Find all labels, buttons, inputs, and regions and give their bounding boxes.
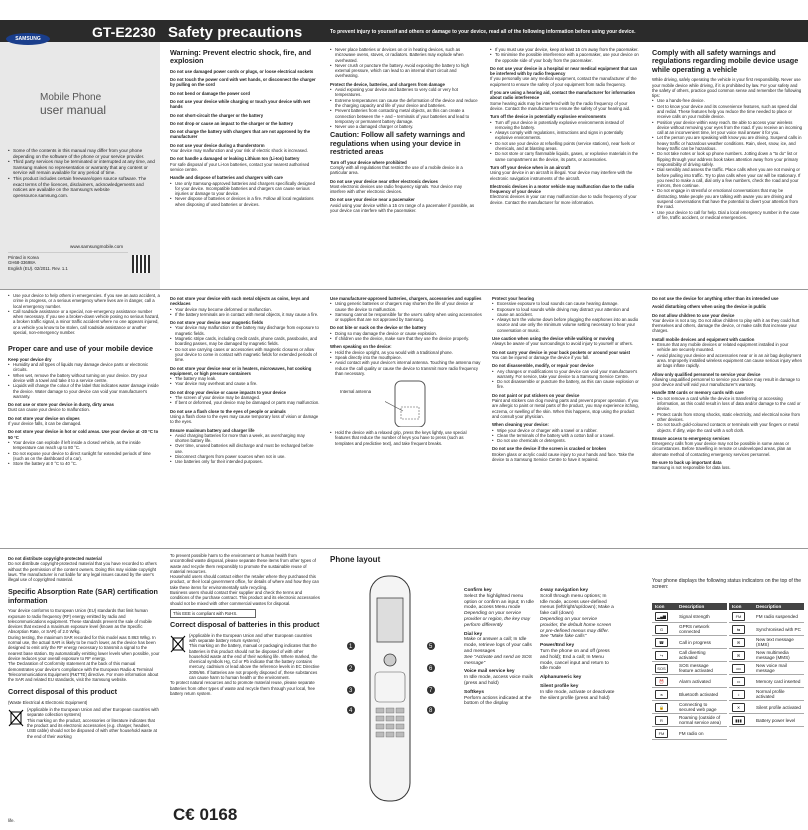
- antenna-illustration: [330, 379, 482, 427]
- callout-7: 7: [429, 688, 433, 694]
- rohs-statement: This EEE is compliant with RoHS.: [170, 609, 256, 618]
- rule-heading: Do not store your device near or in heaters, microwaves, hot cooking equipment, or high pressure containers: [170, 365, 312, 376]
- rule-heading: Avoid disturbing others when using the device in public: [652, 304, 767, 310]
- rule-text: (Applicable in the European Union and other European countries with separate collection systems): [27, 707, 159, 718]
- rule-heading: Do not paint or put stickers on your device: [492, 392, 580, 398]
- callout-2: 2: [349, 666, 353, 672]
- key-name: Alphanumeric key: [540, 675, 582, 681]
- rule-bullet: • Never crush or puncture the battery. Avoid exposing the battery to high external pressure, which can lead to an internal short circuit and overheating.: [330, 63, 478, 79]
- rule-bullet: • The screen of your device may be damaged.: [170, 395, 320, 400]
- rule-bullet: • Dial sensibly and assess the traffic. Place calls when you are not moving or before pulling into traffic. Try to plan calls when your car will be stationary. If you need to make a call, dial only a few numbers, check the road and your mirrors, then continue.: [652, 167, 802, 188]
- rule-heading: Do not use damaged power cords or plugs, or loose electrical sockets: [170, 68, 314, 74]
- rule-text: Business users should contact their supplier and check the terms and conditions of the purchase contract. This product and its electronic accessories should not be mixed with other commercial wastes for disposal.: [170, 590, 320, 606]
- safety-warning-banner: To prevent injury to yourself and others or damage to your device, read all of the following information before using your device.: [330, 29, 636, 35]
- rule-text: Avoid using your device within a 15 cm range of a pacemaker if possible, as your device can interfere with the pacemaker.: [330, 202, 475, 214]
- cover-notes: [8, 148, 156, 238]
- rule-bullet: • Never use a damaged charger or battery.: [330, 124, 478, 129]
- ce-number: 0168: [199, 805, 238, 824]
- table-row: ✉ New multimedia message (MMS): [729, 649, 804, 662]
- rule-bullet: • Do not take notes or look up phone numbers. Jotting down a "to do" list or flipping through your address book takes attention away from your primary responsibility of driving safely.: [652, 151, 802, 167]
- website-link[interactable]: www.samsungmobile.com: [70, 244, 124, 249]
- antenna-label: Internal antenna: [340, 389, 372, 395]
- col-description: Description: [676, 603, 727, 610]
- rule-heading: Do not use or store your device in dusty, dirty areas: [8, 402, 114, 408]
- callout-1: 1: [349, 644, 353, 650]
- key-desc: Turn the phone on and off (press and hold); End a call; In Menu mode, cancel input and return to Idle mode: [540, 648, 610, 672]
- rule-heading: Electronic devices in a motor vehicle may malfunction due to the radio frequency of your device: [490, 183, 635, 195]
- rule-heading: Do not disassemble, modify, or repair your device: [492, 363, 594, 369]
- rule-heading: Do not use your device while charging or touch your device with wet hands: [170, 99, 311, 110]
- qr-code: [132, 255, 150, 273]
- rule-text: If your device falls, it can be damaged.: [8, 421, 82, 427]
- callout-3: 3: [349, 688, 353, 694]
- key-descriptions-left: [464, 585, 534, 805]
- rule-bullet: • Speak directly into the mouthpiece.: [330, 355, 482, 360]
- rule-heading: Handle SIM cards or memory cards with care: [652, 390, 744, 396]
- table-row: ♪ Normal profile activated: [729, 688, 804, 701]
- rule-bullet: • Do not use your device at refuelling points (service stations), near fuels or chemicals, and at blasting areas.: [490, 141, 640, 152]
- rule-bullet: • Wipe your device or charger with a towel or a rubber.: [492, 428, 640, 433]
- mms-icon: ✉: [732, 651, 745, 660]
- row2-col3: [492, 293, 640, 545]
- print-info: [8, 255, 108, 275]
- rule-heading: Do not carry your device in your back pockets or around your waist: [492, 349, 631, 355]
- rule-bullet: • Store the battery at 0 °C to 40 °C.: [8, 461, 160, 466]
- row3-col0: [8, 553, 160, 825]
- rule-text: While driving, safely operating the vehicle is your first responsibility. Never use your mobile device while driving, if it is prohibited by law. For your safety and the safety of others, practice good common sense and remember the following tips:: [652, 77, 802, 99]
- rule-bullet: • Always comply with regulations, instructions and signs in potentially explosive environments.: [490, 130, 640, 141]
- section-heading: Warning: Prevent electric shock, fire, and explosion: [170, 48, 312, 66]
- rule-bullet: • Call roadside assistance or a special, non-emergency assistance number when necessary. If you see a broken-down vehicle posing no serious hazard, a broken traffic signal, a minor traffic accident where no one appears injured, or a vehicle you know to be stolen, call roadside assistance or another special, non-emergency number.: [8, 309, 160, 335]
- key-note: Depending on your service provider or region, the key may perform differently: [464, 611, 531, 628]
- rule-bullet: • Do not disassemble or puncture the battery, as this can cause explosion or fire.: [492, 379, 640, 390]
- table-row: ✉ New text message (SMS): [729, 636, 804, 649]
- rule-bullet: • When wet, remove the battery without turning on your device. Dry your device with a towel and take it to a service centre.: [8, 373, 160, 384]
- memory-card-icon: ▭: [732, 677, 745, 686]
- rule-bullet: • Liquids will change the colour of the label that indicates water damage inside the device. Water damage to your device can void your manufacturer's warranty.: [8, 383, 160, 399]
- rule-bullet: • Extreme temperatures can cause the deformation of the device and reduce the charging capacity and life of your device and batteries.: [330, 98, 478, 109]
- rule-bullet: • Avoid charging batteries for more than a week, as overcharging may shorten battery life.: [170, 433, 320, 444]
- rule-bullet: • Do not remove a card while the device is transferring or accessing information, as this could result in loss of data and/or damage to the card or device.: [652, 396, 802, 412]
- rule-text: Always be aware of your surroundings to avoid injury to yourself or others.: [492, 341, 633, 347]
- rule-heading: Handle and dispose of batteries and chargers with care: [170, 175, 283, 181]
- rule-heading: Do not store your device on slopes: [8, 415, 80, 421]
- battery-disposal-block: [170, 633, 320, 681]
- rule-bullet: • Doing so may damage the device or cause explosion.: [330, 331, 482, 336]
- section-heading: Specific Absorption Rate (SAR) certification information: [8, 587, 158, 605]
- rule-text: Samsung is not responsible for data loss.: [652, 465, 731, 471]
- rule-heading: Do not drop your device or cause impacts to your device: [170, 389, 287, 395]
- cover-title-2: user manual: [40, 103, 107, 117]
- row-divider: [0, 289, 808, 290]
- rule-bullet: • If children use the device, make sure that they use the device properly.: [330, 336, 482, 341]
- rule-heading: Do not bend or damage the power cord: [170, 90, 250, 96]
- phone-illustration: [335, 568, 445, 808]
- rule-text: Using your device in an aircraft is illegal. Your device may interfere with the electronic navigation instruments of the aircraft.: [490, 170, 633, 181]
- call-icon: ☎: [655, 638, 668, 647]
- callout-6: 6: [429, 666, 433, 672]
- ce-mark: C€ 0168: [173, 805, 238, 824]
- phone-layout-title: Phone layout: [330, 555, 381, 564]
- rule-bullet: • Over time, unused batteries will discharge and must be recharged before use.: [170, 443, 320, 454]
- rule-text: The Declaration of Conformity statement at the back of this manual demonstrates your device's compliance with the European Radio & Terminal Telecommunications Equipment (R&TTE) directive. For more information about the SAR and related EU standards, visit the Samsung website.: [8, 661, 159, 683]
- rule-text: For safe disposal of your Li-Ion batteries, contact your nearest authorised service centre.: [170, 161, 310, 172]
- section-heading: Caution: Follow all safety warnings and regulations when using your device in restricted areas: [330, 130, 465, 157]
- weee-block: [8, 707, 160, 739]
- alarm-icon: ⏰: [655, 677, 668, 686]
- section-heading: Correct disposal of this product: [8, 687, 118, 697]
- rule-bullet: • Use a hands-free device.: [652, 98, 802, 103]
- icons-intro: Your phone displays the following status indicators on the top of the screen:: [652, 578, 802, 590]
- rule-bullet: • If you must use your device, keep at least 15 cm away from the pacemaker.: [490, 47, 640, 52]
- key-desc: Perform actions indicated at the bottom of the display: [464, 695, 532, 707]
- rule-text: Your device may malfunction and your risk of electric shock is increased.: [170, 148, 308, 154]
- callout-5: 5: [429, 644, 433, 650]
- col-description: Description: [753, 603, 804, 610]
- callout-4: 4: [349, 708, 353, 714]
- rule-heading: Turn off the device in potentially explosive environments: [490, 114, 606, 120]
- key-name: Voice mail service key: [464, 669, 515, 675]
- rule-text: This marking on the product, accessories or literature indicates that the product and its electronic accessories (e.g. charger, headset, USB cable) should not be disposed of with other household waste at the end of their working: [27, 717, 157, 739]
- rule-heading: Be sure to back up important data: [652, 460, 722, 466]
- rule-heading: Do not drop or cause an impact to the charger or the battery: [170, 120, 293, 126]
- rule-bullet: • Avoid placing your device and accessories near or in an air bag deployment area. Improperly installed wireless equipment can cause serious injury when air bags inflate rapidly.: [652, 353, 802, 369]
- rule-bullet: • Always turn the volume down before plugging the earphones into an audio source and use only the minimum volume setting necessary to hear your conversation or music.: [492, 317, 640, 333]
- row-divider: [0, 548, 808, 549]
- rule-bullet: • The battery may leak.: [170, 376, 320, 381]
- rule-bullet: • Your device may overheat and cause a fire.: [170, 381, 320, 386]
- key-name: Softkeys: [464, 689, 484, 695]
- rule-heading: Do not touch the power cord with wet hands, or disconnect the charger by pulling on the cord: [170, 77, 316, 88]
- key-desc: Select the highlighted menu option or confirm an input; In Idle mode, access Menu mode: [464, 593, 534, 611]
- divider: [8, 252, 128, 253]
- rule-bullet: • Exposure to loud sounds while driving may distract your attention and cause an accident.: [492, 307, 640, 318]
- sos-icon: SOS: [655, 664, 668, 673]
- rule-bullet: • Do not use carrying cases or accessories with magnetic closures or allow your device to come in contact with magnetic fields for extended periods of time.: [170, 347, 320, 363]
- col1-electric: [170, 47, 318, 290]
- gprs-icon: G: [655, 625, 668, 634]
- rule-bullet: • Do not touch gold-coloured contacts or terminals with your fingers or metal objects. If dirty, wipe the card with a soft cloth.: [652, 422, 802, 433]
- key-desc: Scroll through menu options; In Idle mode, access user-defined menus (left/right/up/down); Make a fake call (down): [540, 593, 614, 617]
- table-row: R Roaming (outside of normal service area): [652, 714, 727, 727]
- rule-bullet: • Never place batteries or devices on or in heating devices, such as microwave ovens, stoves, or radiators. Batteries may explode when overheated.: [330, 47, 478, 63]
- rule-heading: When cleaning your device:: [492, 422, 549, 428]
- table-row: FM FM radio on: [652, 727, 727, 740]
- normal-profile-icon: ♪: [732, 690, 745, 699]
- rule-text: (Applicable in the European Union and other European countries with separate battery return systems): [189, 632, 313, 643]
- bluetooth-icon: ʙ: [655, 690, 668, 699]
- rule-bullet: • Turn off your device in potentially explosive environments instead of removing the battery.: [490, 120, 640, 131]
- print-edition: English (EU). 02/2011. Rev. 1.1: [8, 265, 68, 271]
- print-location: Printed in Korea: [8, 255, 39, 260]
- rule-text: Do not distribute copyright-protected material that you have recorded to others without the permission of the content owners. Doing this may violate copyright laws. The manufacturer is not liable for any legal issues caused by the user's illegal use of copyrighted material.: [8, 561, 157, 583]
- rule-text: Paint and stickers can clog moving parts and prevent proper operation. If you are allergic to paint or metal parts of the product, you may experience itching, eczema, or swelling of the skin. When this happens, stop using the product and consult your physician.: [492, 398, 639, 419]
- rule-bullet: • Excessive exposure to loud sounds can cause hearing damage.: [492, 301, 640, 306]
- rule-bullet: • Using generic batteries or chargers may shorten the life of your device or cause the device to malfunction.: [330, 301, 482, 312]
- rule-heading: Do not store your device near magnetic fields: [170, 320, 264, 326]
- rule-bullet: • Do not engage in stressful or emotional conversations that may be distracting. Make people you are talking with aware you are driving and suspend conversations that have the potential to divert your attention from the road.: [652, 188, 802, 209]
- key-desc: Make or answer a call; In Idle mode, retrieve logs of your calls and messages: [464, 637, 532, 654]
- key-note: See "Activate and send an SOS message": [464, 654, 532, 666]
- col-icon: Icon: [729, 603, 753, 610]
- rule-bullet: • Let the person you are speaking with know you are driving. Suspend calls in heavy traffic or hazardous weather conditions. Rain, sleet, snow, ice, and heavy traffic can be hazardous.: [652, 135, 802, 151]
- rule-heading: Do not use the device for anything other than its intended use: [652, 296, 779, 301]
- rule-bullet: • Avoid exposing your device and batteries to very cold or very hot temperatures.: [330, 87, 478, 98]
- rule-heading: Do not distribute copyright-protected material: [8, 556, 102, 561]
- phone-back-illustration: [385, 379, 445, 427]
- cover-note: • Some of the contents in this manual may differ from your phone depending on the software of the phone or your service provider.: [8, 148, 156, 159]
- rule-text: This marking on the battery, manual or packaging indicates that the batteries in this product should not be disposed of with other household waste at the end of their working life. Where marked, the chemical symbols Hg, Cd or Pb indicate that the battery contains mercury, cadmium or lead above the reference levels in EC Directive 2006/66. If batteries are not properly disposed of, these substances can cause harm to human health or the environment.: [189, 643, 320, 681]
- key-name: Silent profile key: [540, 683, 579, 689]
- fm-radio-icon: FM: [655, 729, 668, 738]
- section-heading: Proper care and use of your mobile device: [8, 344, 153, 354]
- lock-icon: 🔒: [655, 703, 668, 712]
- rule-heading: Do not store your device in hot or cold areas. Use your device at -20 °C to 50 °C: [8, 429, 159, 440]
- table-row: ⏰ Alarm activated: [652, 675, 727, 688]
- rule-heading: Allow only qualified personnel to service your device: [652, 371, 761, 377]
- table-row: G GPRS network connected: [652, 623, 727, 636]
- rule-heading: Do not store your device with such metal objects as coins, keys and necklaces: [170, 296, 310, 307]
- section-heading: Correct disposal of batteries in this product: [170, 620, 320, 630]
- rule-heading: Protect the device, batteries, and chargers from damage: [330, 81, 445, 87]
- silent-profile-icon: ✕: [732, 703, 745, 712]
- table-row: ✕ Silent profile activated: [729, 701, 804, 714]
- print-code: GH68-33698A: [8, 260, 36, 266]
- rule-bullet: • Do not expose your device to direct sunlight for extended periods of time (such as on the dashboard of a car).: [8, 451, 160, 462]
- key-descriptions-right: [540, 585, 615, 805]
- cover-title-1: Mobile Phone: [40, 92, 102, 103]
- callout-8: 8: [429, 708, 433, 714]
- rule-heading: Do not use a flash close to the eyes of people or animals: [170, 408, 286, 414]
- rule-heading: Ensure access to emergency services: [652, 435, 730, 441]
- rule-bullet: • Humidity and all types of liquids may damage device parts or electronic circuits.: [8, 362, 160, 373]
- cover-note: • Third party services may be terminated or interrupted at any time, and Samsung makes no representation or warranty that any content or service will remain available for any period of time.: [8, 159, 156, 176]
- rule-text: Dust can cause your device to malfunction.: [8, 407, 90, 413]
- rule-heading: Protect your hearing: [492, 296, 535, 301]
- rule-heading: Do not short-circuit the charger or the battery: [170, 112, 264, 118]
- rule-text: Allowing unqualified personnel to service your device may result in damage to your device and will void your manufacturer's warranty.: [652, 376, 800, 388]
- table-row: ▮▮▮ Battery power level: [729, 714, 804, 727]
- rule-bullet: • Clean the terminals of the battery with a cotton ball or a towel.: [492, 433, 640, 438]
- rule-heading: Use manufacturer-approved batteries, chargers, accessories and supplies: [330, 296, 482, 301]
- section-heading: Comply with all safety warnings and regulations regarding mobile device usage while operating a vehicle: [652, 48, 799, 74]
- rule-text: Household users should contact either the retailer where they purchased this product, or their local government office, for details of where and how they can take these items for environmentally safe recycling.: [170, 574, 319, 590]
- rule-heading: Do not use your device near a pacemaker: [330, 197, 415, 203]
- rule-heading: Ensure maximum battery and charger life: [170, 427, 255, 433]
- rule-text: Broken glass or acrylic could cause injury to your hands and face. Take the device to a Samsung Service Centre to have it repaired.: [492, 451, 635, 463]
- rule-heading: Do not use your device during a thunderstorm: [170, 142, 265, 148]
- rule-text: You can be injured or damage the device if you fall.: [492, 354, 590, 360]
- rule-heading: Do not handle a damaged or leaking Lithium Ion (Li-Ion) battery: [170, 156, 300, 162]
- rule-heading: Turn off your device when in an aircraft: [490, 164, 571, 170]
- rule-heading: Do not bite or suck on the device or the battery: [330, 325, 427, 331]
- row2-col1: [170, 293, 320, 545]
- rule-bullet: • Protect cards from strong shocks, static electricity, and electrical noise from other devices.: [652, 412, 802, 423]
- rule-bullet: • Use only Samsung-approved batteries and chargers specifically designed for your device. Incompatible batteries and chargers can cause serious injuries or damage to your device.: [170, 181, 318, 197]
- row2-col0: [8, 293, 160, 545]
- continued-text: life.: [8, 818, 15, 823]
- rule-bullet: • If bent or deformed, your device may be damaged or parts may malfunction.: [170, 400, 320, 405]
- rule-text: Your device is not a toy. Do not allow children to play with it as they could hurt themselves and others, damage the device, or make calls that increase your charges.: [652, 317, 800, 334]
- rule-text: Comply with all regulations that restrict the use of a mobile device in a particular area.: [330, 164, 463, 176]
- rule-bullet: • Disconnect chargers from power sources when not in use.: [170, 454, 320, 459]
- key-desc: In Idle mode, activate or deactivate the silent profile (press and hold): [540, 689, 615, 701]
- rule-text: (Waste Electrical & Electronic Equipment): [8, 699, 88, 705]
- rule-bullet: • Your device may become deformed or malfunction.: [170, 307, 320, 312]
- samsung-logo: [6, 33, 50, 45]
- rule-bullet: • Position your device within easy reach. Be able to access your wireless device without removing your eyes from the road. If you receive an incoming call at an inconvenient time, let your voice mail answer it for you.: [652, 120, 802, 136]
- rule-bullet: • Do not use chemicals or detergents.: [492, 438, 640, 443]
- rule-text: To prevent possible harm to the environment or human health from uncontrolled waste disposal, please separate these items from other types of waste and recycle them responsibly to promote the sustainable reuse of material resources.: [170, 553, 316, 574]
- rule-text: Emergency calls from your device may not be possible in some areas or circumstances. Before travelling in remote or undeveloped areas, plan an alternate method of contacting emergency services personnel.: [652, 441, 792, 457]
- rule-bullet: • To minimise the possible interference with a pacemaker, use your device on the opposite side of your body from the pacemaker.: [490, 52, 640, 63]
- call-divert-icon: ↪: [655, 651, 668, 660]
- rule-text: Some hearing aids may be interfered with by the radio frequency of your device. Contact the manufacturer to ensure the safety of your hearing aid.: [490, 100, 631, 111]
- rule-bullet: • Samsung cannot be responsible for the user's safety when using accessories or supplies that are not approved by Samsung.: [330, 312, 482, 323]
- rule-heading: Do not charge the battery with chargers that are not approved by the manufacturer: [170, 129, 311, 140]
- cover-note: • This product includes certain freeware/open source software. The exact terms of the licences, disclaimers, acknowledgements and notices are available on the Samsung's website opensource.samsung.com.: [8, 176, 156, 198]
- rule-bullet: • Hold the device upright, as you would with a traditional phone.: [330, 350, 482, 355]
- table-row: ʙ Bluetooth activated: [652, 688, 727, 701]
- crossed-bin-icon: [8, 707, 24, 727]
- rule-heading: Turn off your device where prohibited: [330, 159, 407, 165]
- sms-icon: ✉: [732, 638, 745, 647]
- crossed-bin-icon: [170, 633, 186, 653]
- voicemail-icon: oo: [732, 664, 745, 673]
- roaming-icon: R: [655, 716, 668, 725]
- rule-bullet: • Your device can explode if left inside a closed vehicle, as the inside temperature can reach up to 80 °C.: [8, 440, 160, 451]
- rule-text: Your device conforms to European Union (EU) standards that limit human exposure to radio frequency (RF) energy emitted by radio and telecommunications equipment. These standards prevent the sale of mobile devices that exceed a maximum exposure level (known as the Specific Absorption Rate, or SAR) of 2.0 W/kg.: [8, 608, 152, 635]
- model-number: GT-E2230: [92, 24, 156, 40]
- col4-vehicle: [652, 47, 802, 290]
- key-note: Depending on your service provider, the default home screen or pre-defined menus may differ. See "Make fake calls": [540, 616, 612, 640]
- battery-icon: ▮▮▮: [732, 716, 745, 725]
- rule-text: During testing, the maximum SAR recorded for this model was 0.863 W/kg. In normal use, the actual SAR is likely to be much lower, as the device has been designed to emit only the RF energy necessary to transmit a signal to the nearest base station. By automatically emitting lower levels when possible, your device reduces your overall exposure to RF energy.: [8, 634, 160, 661]
- rule-text: If you personally use any medical equipment, contact the manufacturer of the equipment to ensure the safety of your equipment from radio frequency.: [490, 76, 637, 87]
- page-title: Safety precautions: [168, 24, 303, 41]
- rule-text: Most electronic devices use radio frequency signals. Your device may interfere with other electronic devices.: [330, 183, 463, 195]
- rule-bullet: • Any changes or modifications to your device can void your manufacturer's warranty. For service, take your device to a Samsung Service Centre.: [492, 369, 640, 380]
- rule-bullet: • Use your device to call for help. Dial a local emergency number in the case of fire, traffic accident, or medical emergencies.: [652, 210, 802, 221]
- rule-text: Electronic devices in your car may malfunction due to radio frequency of your device. Contact the manufacturer for more information.: [490, 194, 637, 205]
- row3-col1: [170, 553, 320, 825]
- table-row: ↪ Call diverting activated: [652, 649, 727, 662]
- rule-heading: Use caution when using the device while walking or moving: [492, 336, 615, 342]
- rule-heading: Install mobile devices and equipment with caution: [652, 336, 755, 342]
- table-row: oo New voice mail message: [729, 662, 804, 675]
- table-row: SOS SOS message feature activated: [652, 662, 727, 675]
- rule-bullet: • Use batteries only for their intended purposes.: [170, 459, 320, 464]
- table-row: 🔒 Connecting to secured web page: [652, 701, 727, 714]
- rule-heading: If you are using a hearing aid, contact the manufacturer for information about radio interference: [490, 90, 636, 101]
- key-desc: In Idle mode, access voice mails (press and hold): [464, 675, 534, 686]
- rule-heading: Keep your device dry: [8, 356, 52, 362]
- rule-bullet: • Ensure that any mobile devices or related equipment installed in your vehicle are securely mounted.: [652, 342, 802, 353]
- rule-heading: Do not use the device if the screen is cracked or broken: [492, 446, 607, 452]
- icon-table-left: [652, 603, 727, 740]
- rule-heading: Do not use your device near other electronic devices: [330, 178, 438, 184]
- table-row: FM FM radio suspended: [729, 610, 804, 623]
- rule-bullet: • Get to know your device and its convenience features, such as speed dial and redial. These features help you reduce the time needed to place or receive calls on your mobile device.: [652, 104, 802, 120]
- rule-bullet: • Never dispose of batteries or devices in a fire. Follow all local regulations when disposing of used batteries or devices.: [170, 196, 318, 207]
- col3-medical: [490, 47, 640, 290]
- rule-bullet: • If the battery terminals are in contact with metal objects, it may cause a fire.: [170, 312, 320, 317]
- rule-bullet: • Do not store or carry flammable liquids, gases, or explosive materials in the same compartment as the device, its parts, or accessories.: [490, 151, 640, 162]
- rule-heading: When speaking on the device:: [330, 344, 392, 350]
- signal-icon: ▂▄▆: [657, 613, 666, 619]
- table-row: ▭ Memory card inserted: [729, 675, 804, 688]
- pc-sync-icon: ⇆: [732, 625, 745, 634]
- rule-bullet: • Use your device to help others in emergencies. If you see an auto accident, a crime in progress, or a serious emergency where lives are in danger, call a local emergency number.: [8, 293, 160, 309]
- key-name: Dial key: [464, 631, 483, 637]
- key-name: 4-way navigation key: [540, 588, 588, 593]
- rule-bullet: • Avoid contact with your device's internal antenna. Touching the antenna may reduce the call quality or cause the device to transmit more radio frequency than necessary.: [330, 360, 482, 376]
- rule-heading: Do not use your device in a hospital or near medical equipment that can be interfered with by radio frequency: [490, 65, 638, 77]
- row2-col4: [652, 293, 802, 545]
- table-row: ⇆ Synchronised with PC: [729, 623, 804, 636]
- rule-bullet: • Your device may malfunction or the battery may discharge from exposure to magnetic fields.: [170, 325, 320, 336]
- brand-name: SAMSUNG: [15, 36, 41, 42]
- row2-col2: [330, 293, 482, 545]
- rule-bullet: • Hold the device with a relaxed grip, press the keys lightly, use special features that reduce the number of keys you have to press (such as templates and predictive text), and take frequent breaks.: [330, 430, 482, 446]
- rule-text: To protect natural resources and to promote material reuse, please separate batteries from other types of waste and recycle them through your local, free battery return system.: [170, 680, 315, 696]
- rule-text: Using a flash close to the eyes may cause temporary loss of vision or damage to the eyes.: [170, 413, 319, 425]
- key-name: Power/End key: [540, 643, 575, 649]
- fm-paused-icon: FM: [732, 612, 745, 621]
- table-row: ☎ Call in progress: [652, 636, 727, 649]
- rule-heading: Do not allow children to use your device: [652, 312, 735, 318]
- key-name: Confirm key: [464, 588, 492, 593]
- col-icon: Icon: [652, 603, 676, 610]
- table-row: ▂▄▆ Signal strength: [652, 610, 727, 623]
- col2-restricted: [330, 47, 478, 290]
- rule-bullet: • Magnetic stripe cards, including credit cards, phone cards, passbooks, and boarding passes, may be damaged by magnetic fields.: [170, 336, 320, 347]
- rule-bullet: • Prevent batteries from contacting metal objects, as this can create a connection between the + and – terminals of your batteries and lead to temporary or permanent battery damage.: [330, 108, 478, 124]
- icon-table-right: [729, 603, 804, 727]
